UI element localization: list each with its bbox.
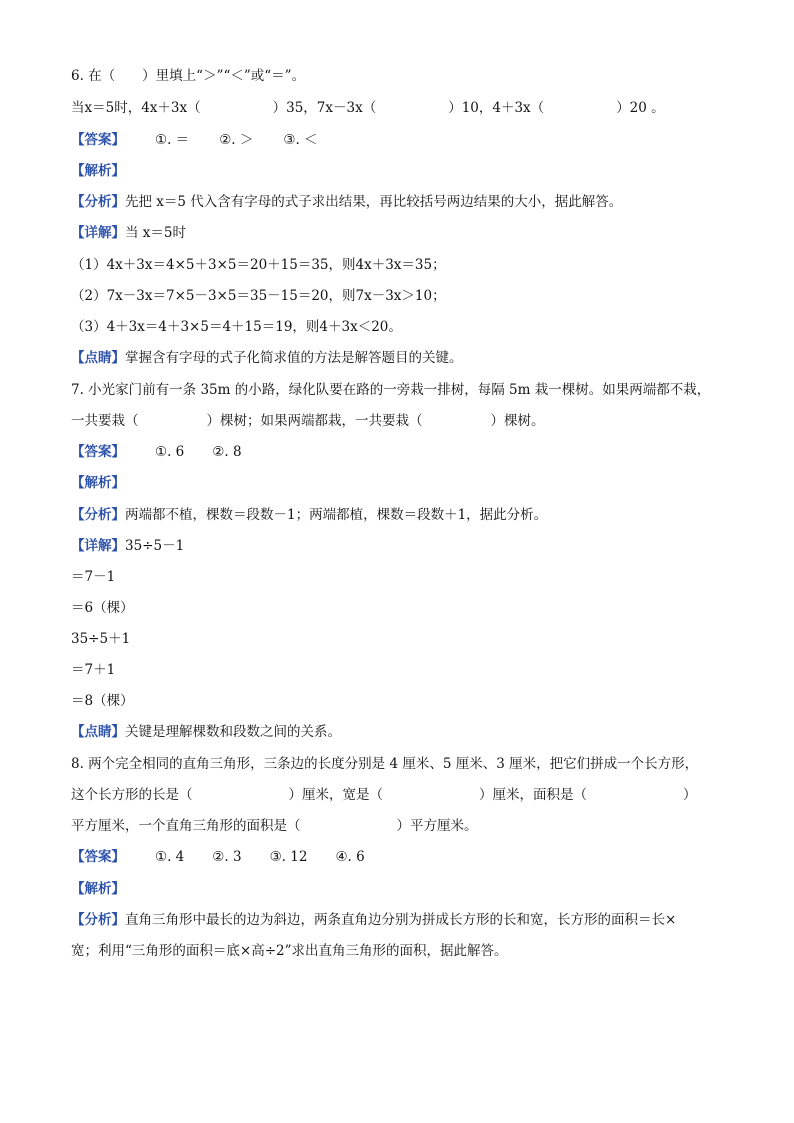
q8-text-e: 平方厘米，一个直角三角形的面积是（: [71, 818, 301, 834]
q7-step-4: [71, 660, 115, 680]
q8-answer-2: ②. 3: [212, 849, 242, 865]
q6-text-e: ）20 。: [616, 100, 665, 116]
q7-fenxi-line: [71, 505, 547, 525]
q7-analysis-label: 【解析】: [71, 475, 125, 491]
q6-answer-label: 【答案】: [71, 132, 125, 148]
q8-text-a: 这个长方形的长是（: [71, 787, 193, 803]
q7-step-1-text: ＝7－1: [71, 569, 116, 585]
q7-step-5-text: ＝8（棵）: [71, 693, 134, 709]
q8-fenxi-text-2: 宽；利用“三角形的面积＝底×高÷2”求出直角三角形的面积，据此解答。: [71, 943, 508, 959]
q7-xiangjie-text: 35÷5－1: [125, 538, 185, 554]
q7-fenxi-text: 两端都不植，棵数＝段数－1；两端都植，棵数＝段数＋1，据此分析。: [125, 507, 548, 523]
q7-step-2: [71, 598, 134, 618]
q8-line-2: [71, 785, 697, 805]
q8-line-1: [71, 754, 698, 774]
q6-step-3-text: （3）4＋3x＝4＋3×5＝4＋15＝19，则4＋3x＜20。: [71, 319, 402, 335]
q6-answer-line: [71, 130, 318, 150]
q8-text-c: ）厘米，面积是（: [479, 787, 587, 803]
q6-title-text: 6. 在（ ）里填上“＞”“＜”或“＝”。: [71, 68, 306, 84]
q8-text-b: ）厘米，宽是（: [288, 787, 383, 803]
q8-fenxi-label: 【分析】: [71, 912, 125, 928]
q7-dianjing-line: [71, 722, 341, 742]
q7-dianjing-text: 关键是理解棵数和段数之间的关系。: [125, 724, 341, 740]
q6-analysis-label: 【解析】: [71, 163, 125, 179]
q7-step-3: [71, 629, 130, 649]
q7-line-2: [71, 411, 545, 431]
q7-answer-1: ①. 6: [155, 444, 185, 460]
q7-step-4-text: ＝7＋1: [71, 662, 116, 678]
q8-fenxi-text-1: 直角三角形中最长的边为斜边，两条直角边分别为拼成长方形的长和宽，长方形的面积＝长×: [125, 912, 677, 928]
q7-text-b: ）棵树；如果两端都栽，一共要栽（: [206, 413, 423, 429]
q7-line-1: [71, 380, 710, 400]
q6-dianjing-line: [71, 348, 463, 368]
q7-dianjing-label: 【点睛】: [71, 724, 125, 740]
q8-line-1-text: 8. 两个完全相同的直角三角形，三条边的长度分别是 4 厘米、5 厘米、3 厘米，把它们拼成一个长方形，: [71, 756, 699, 772]
q6-step-1-text: （1）4x＋3x＝4×5＋3×5＝20＋15＝35，则4x＋3x＝35；: [71, 257, 446, 273]
q8-analysis-label: 【解析】: [71, 881, 125, 897]
q8-text-f: ）平方厘米。: [396, 818, 478, 834]
q7-fenxi-label: 【分析】: [71, 507, 125, 523]
q7-answer-line: [71, 442, 242, 462]
q7-text-c: ）棵树。: [490, 413, 545, 429]
q6-question-line: [71, 98, 665, 118]
q6-answer-3: ③. ＜: [283, 132, 318, 148]
q7-xiangjie-line: [71, 536, 184, 556]
q7-xiangjie-label: 【详解】: [71, 538, 125, 554]
q7-step-2-text: ＝6（棵）: [71, 600, 134, 616]
q6-dianjing-text: 掌握含有字母的式子化简求值的方法是解答题目的关键。: [125, 350, 463, 366]
q6-step-2: [71, 286, 446, 306]
q6-xiangjie-line: [71, 223, 186, 243]
q6-fenxi-line: [71, 192, 622, 212]
q8-answer-1: ①. 4: [155, 849, 185, 865]
q6-xiangjie-label: 【详解】: [71, 225, 125, 241]
q8-analysis-label-line: [71, 879, 125, 899]
q7-answer-2: ②. 8: [212, 444, 242, 460]
q6-step-3: [71, 317, 402, 337]
q6-dianjing-label: 【点睛】: [71, 350, 125, 366]
q6-text-d: ）10，4＋3x（: [448, 100, 545, 116]
q6-answer-2: ②. ＞: [219, 132, 254, 148]
q6-analysis-label-line: [71, 161, 125, 181]
q6-step-1: [71, 255, 446, 275]
q6-step-2-text: （2）7x－3x＝7×5－3×5＝35－15＝20，则7x－3x＞10；: [71, 288, 446, 304]
q6-text-b: x＝5时，4x＋3x（: [84, 100, 201, 116]
q6-text-c: ）35，7x－3x（: [272, 100, 377, 116]
q7-answer-label: 【答案】: [71, 444, 125, 460]
q6-fenxi-text: 先把 x＝5 代入含有字母的式子求出结果，再比较括号两边结果的大小，据此解答。: [125, 194, 623, 210]
q8-fenxi-line-2: [71, 941, 508, 961]
q8-line-3: [71, 816, 478, 836]
q7-text-a: 一共要栽（: [71, 413, 139, 429]
q8-answer-3: ③. 12: [269, 849, 308, 865]
q6-fenxi-label: 【分析】: [71, 194, 125, 210]
q7-step-1: [71, 567, 115, 587]
q6-answer-1: ①. ＝: [155, 132, 190, 148]
q6-xiangjie-text: 当 x＝5时: [125, 225, 186, 241]
q8-answer-line: [71, 847, 365, 867]
q6-title: [71, 66, 305, 86]
q8-answer-4: ④. 6: [335, 849, 365, 865]
q7-line-1-text: 7. 小光家门前有一条 35m 的小路，绿化队要在路的一旁栽一排树，每隔 5m 栽一棵树。如果两端都不栽，: [71, 382, 711, 398]
q7-step-3-text: 35÷5＋1: [71, 631, 131, 647]
q7-analysis-label-line: [71, 473, 125, 493]
q6-text-a: 当: [71, 100, 85, 116]
q8-answer-label: 【答案】: [71, 849, 125, 865]
q8-fenxi-line-1: [71, 910, 676, 930]
q8-text-d: ）: [683, 787, 697, 803]
q7-step-5: [71, 691, 134, 711]
